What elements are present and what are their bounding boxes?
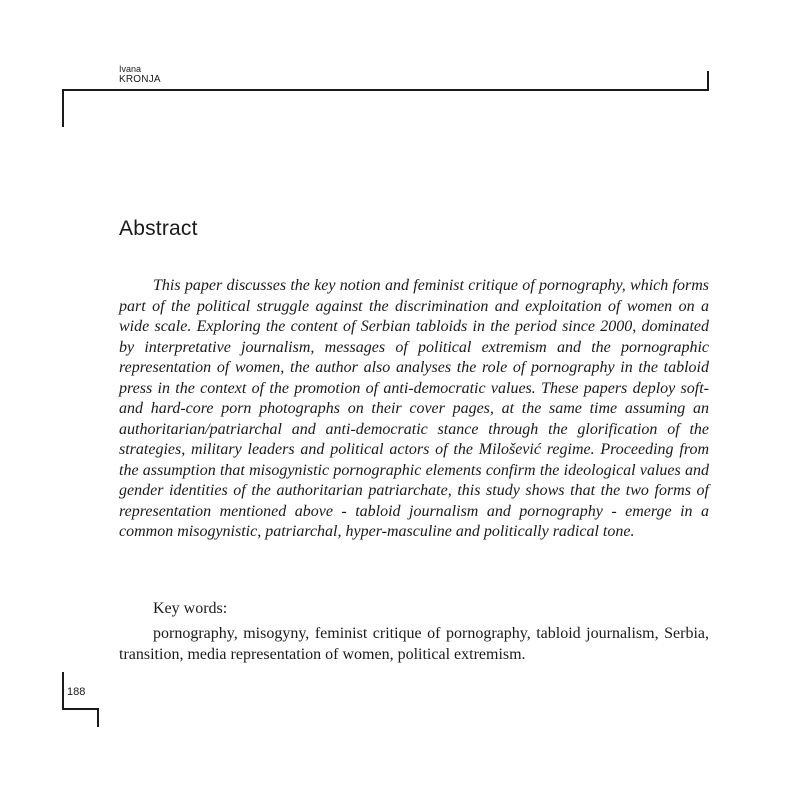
running-header-author-first-name: Ivana [119,64,142,74]
keywords-text: pornography, misogyny, feminist critique of pornography, tabloid journalism, Serbia, transition, media representation of women, political extremism. [119,625,709,663]
header-rule-right-tick [707,71,709,91]
footer-rule-horizontal [62,708,99,710]
footer-rule-left-vertical [62,672,64,710]
abstract-heading: Abstract [119,217,198,240]
page-number: 188 [67,686,86,698]
abstract-body: This paper discusses the key notion and feminist critique of pornography, which forms part of the political struggle against the discrimination and exploitation of women on a wide scale. Exploring the content of Serbian tabloids in the period since 2000, dominated by interpretative journalism, messages of political extremism and the pornographic representation of women, the author also analyses the role of pornography in the tabloid press in the context of the promotion of anti-democratic values. These papers deploy soft- and hard-core porn photographs on their cover pages, at the same time assuming an authoritarian/patriarchal and anti-democratic stance through the glorification of the strategies, military leaders and political actors of the Milošević regime. Proceeding from the assumption that misogynistic pornographic elements confirm the ideological values and gender identities of the authoritarian patriarchate, this study shows that the two forms of representation mentioned above - tabloid journalism and pornography - emerge in a common misogynistic, patriarchal, hyper-masculine and politically radical tone. [119,277,709,540]
header-rule-horizontal [62,89,709,91]
footer-rule-right-tick [97,708,99,727]
running-header-author-last-name: KRONJA [119,74,161,85]
keywords-label: Key words: [153,600,228,617]
header-rule-left-tick [62,89,64,127]
